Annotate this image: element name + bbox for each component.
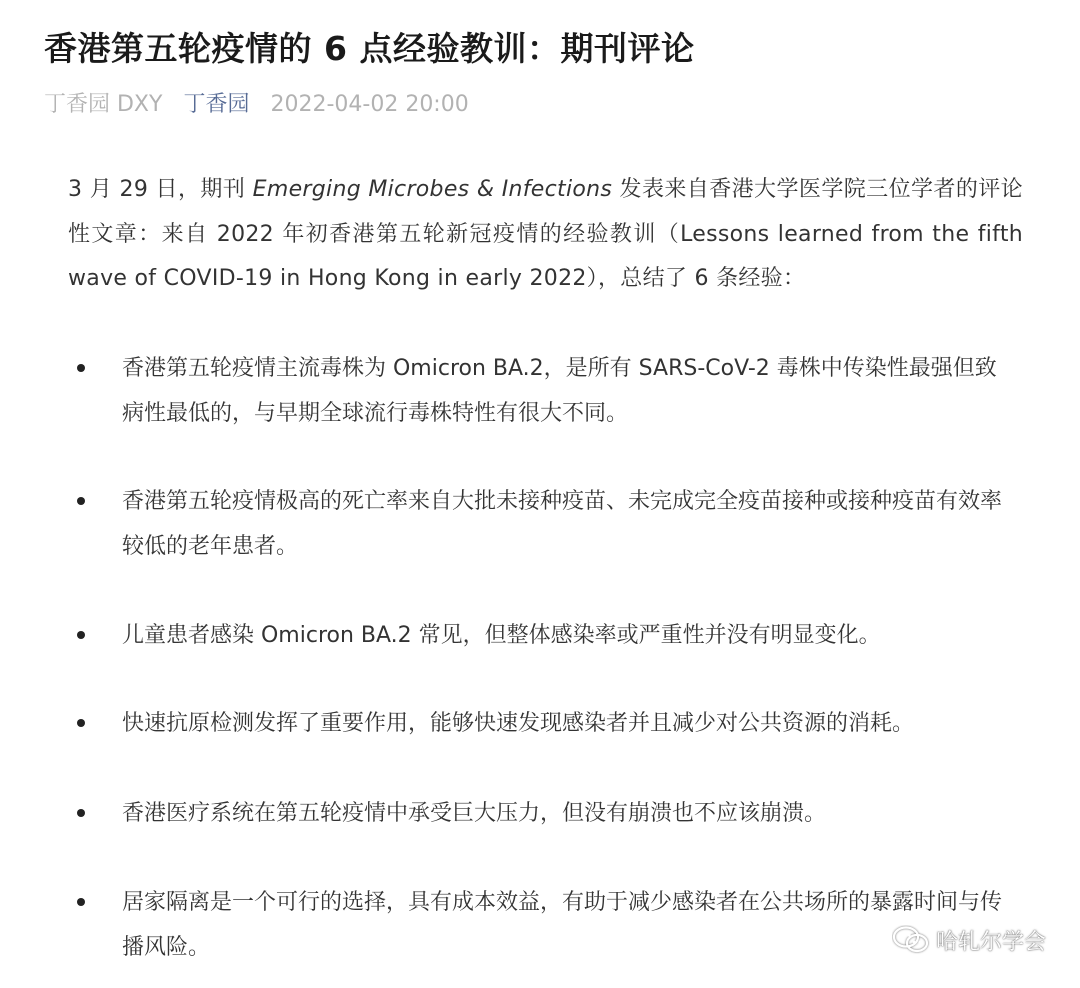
article-meta bbox=[44, 88, 483, 122]
bullet-dot-icon bbox=[77, 719, 85, 727]
intro-paragraph bbox=[68, 168, 1023, 302]
bullet-dot-icon bbox=[77, 497, 85, 505]
intro-text-end: 发表来自香港大学医学院三位学者的评论性文章：来自 2022 年初香港第五轮新冠疫情的经验教训（Lessons learned from the fifth wave of COVID-19 in Hong Kong in early 2022），总结了 6 条经验： bbox=[68, 177, 1023, 291]
bullet-dot-icon bbox=[77, 631, 85, 639]
bullet-dot-icon bbox=[77, 898, 85, 906]
list-item-text: 香港第五轮疫情主流毒株为 Omicron BA.2，是所有 SARS-CoV-2 毒株中传染性最强但致病性最低的，与早期全球流行毒株特性有很大不同。 bbox=[122, 356, 997, 426]
intro-text-start: 3 月 29 日，期刊 bbox=[68, 177, 253, 202]
watermark bbox=[892, 922, 1046, 958]
journal-name: Emerging Microbes & Infections bbox=[252, 177, 613, 202]
list-item-text: 快速抗原检测发挥了重要作用，能够快速发现感染者并且减少对公共资源的消耗。 bbox=[122, 711, 915, 736]
list-item-text: 香港医疗系统在第五轮疫情中承受巨大压力，但没有崩溃也不应该崩溃。 bbox=[122, 801, 827, 826]
bullet-dot-icon bbox=[77, 364, 85, 372]
wechat-icon bbox=[892, 925, 930, 955]
list-item-text: 儿童患者感染 Omicron BA.2 常见，但整体感染率或严重性并没有明显变化。 bbox=[122, 623, 881, 648]
list-item-text: 居家隔离是一个可行的选择，具有成本效益，有助于减少感染者在公共场所的暴露时间与传播风险。 bbox=[122, 890, 1003, 960]
article-title: 香港第五轮疫情的 6 点经验教训：期刊评论 bbox=[44, 29, 695, 68]
source-name: 丁香园 DXY bbox=[44, 92, 163, 117]
author-link[interactable]: 丁香园 bbox=[183, 92, 250, 117]
watermark-text: 哈轧尔学会 bbox=[935, 929, 1046, 955]
publish-datetime: 2022-04-02 20:00 bbox=[270, 92, 469, 117]
bullet-dot-icon bbox=[77, 809, 85, 817]
list-item-text: 香港第五轮疫情极高的死亡率来自大批未接种疫苗、未完成完全疫苗接种或接种疫苗有效率较低的老年患者。 bbox=[122, 489, 1003, 559]
